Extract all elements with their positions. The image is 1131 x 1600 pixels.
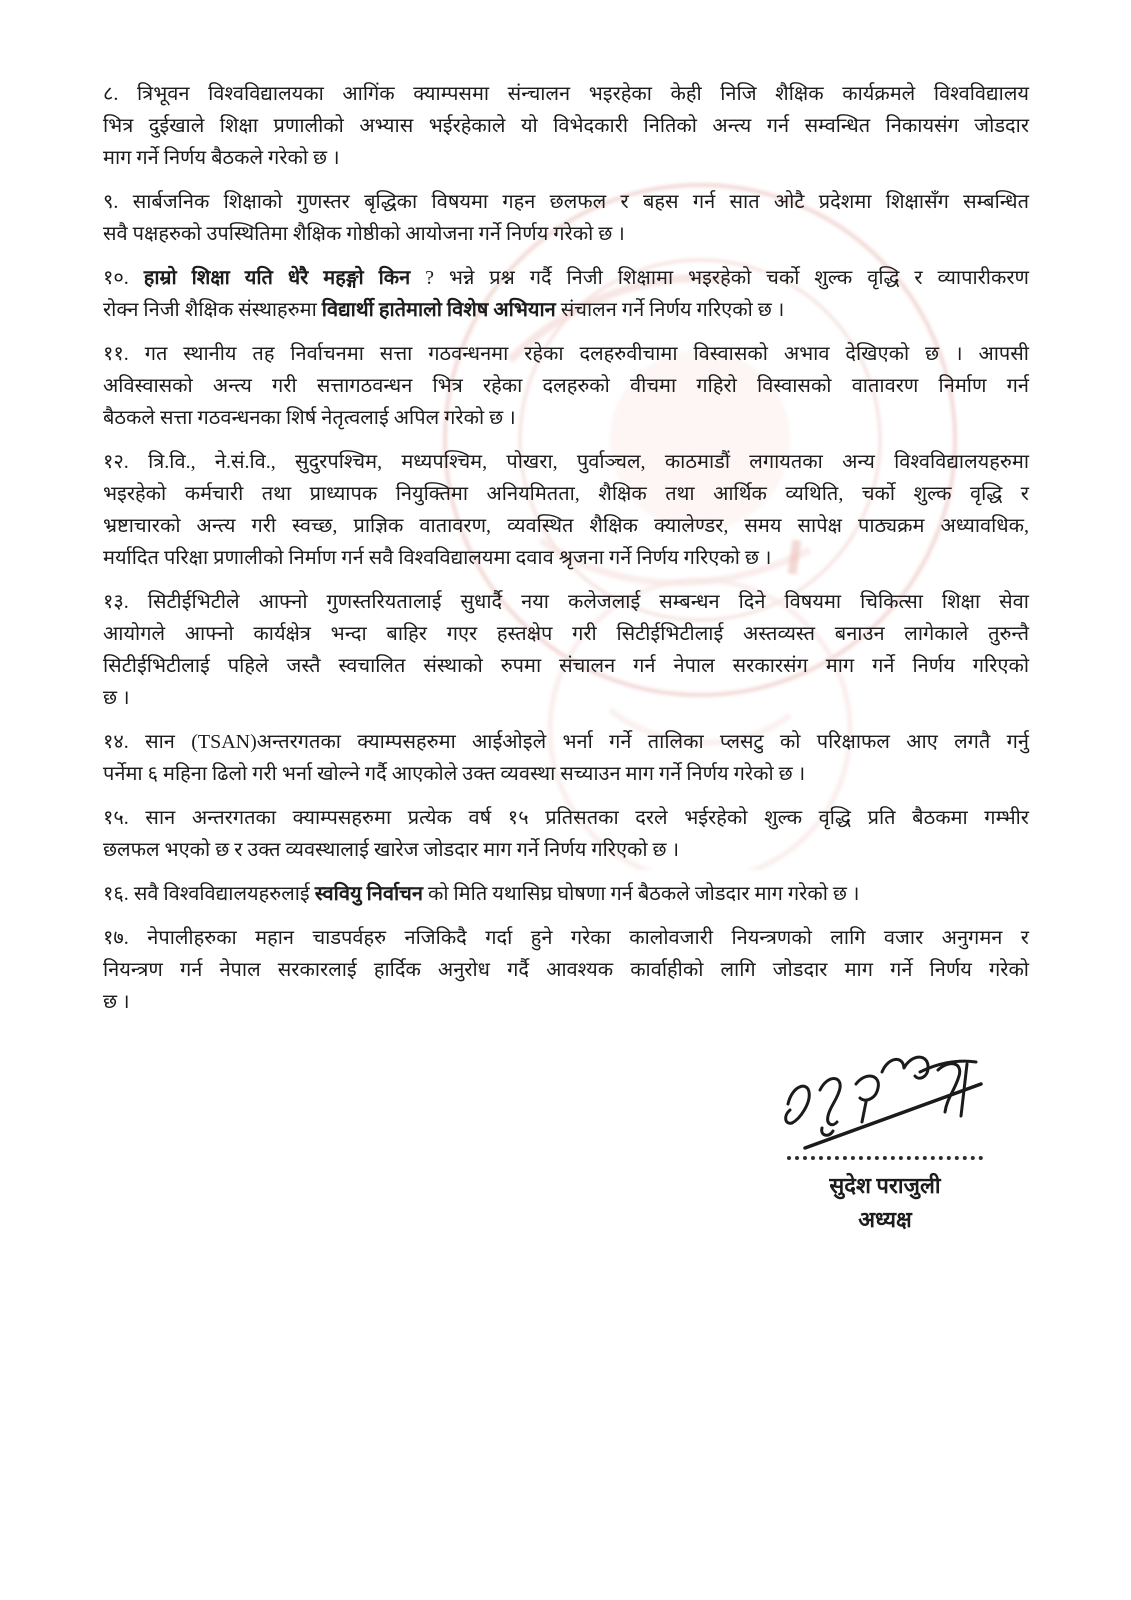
- body-text: सार्बजनिक शिक्षाको गुणस्तर बृद्धिका विषयमा गहन छलफल र बहस गर्न सात ओटै प्रदेशमा शिक्षासँग सम्बन्धित: [132, 191, 1030, 213]
- body-text: पर्नेमा ६ महिना ढिलो गरी भर्ना खोल्ने गर्दै आएकोले उक्त व्यवस्था सच्याउन माग गर्ने निर्णय गरेको छ ।: [103, 763, 806, 785]
- paragraph: [103, 878, 1029, 910]
- paragraph-number: ११.: [103, 343, 145, 365]
- paragraph-line: [103, 338, 1029, 370]
- paragraph-line: [103, 478, 1029, 510]
- body-text: सिटीईभिटीलाई पहिले जस्तै स्वचालित संस्थाको रुपमा संचालन गर्न नेपाल सरकारसंग माग गर्ने निर्णय गरिएको: [103, 655, 1029, 677]
- paragraph-line: [103, 758, 1029, 790]
- body-text: सवै विश्वविद्यालयहरुलाई: [133, 883, 315, 905]
- paragraph: [103, 586, 1029, 714]
- paragraph: [103, 726, 1029, 790]
- body-text: ? भन्ने प्रश्न गर्दै निजी शिक्षामा भइरहेको चर्को शुल्क वृद्धि र व्यापारीकरण: [410, 267, 1029, 289]
- body-text: आयोगले आफ्नो कार्यक्षेत्र भन्दा बाहिर गएर हस्तक्षेप गरी सिटीईभिटीलाई अस्तव्यस्त बनाउन लागेकाले तुरुन्तै: [103, 623, 1029, 645]
- body-text: रोक्न निजी शैक्षिक संस्थाहरुमा: [103, 299, 322, 321]
- paragraph-line: [103, 650, 1029, 682]
- body-text: भित्र दुईखाले शिक्षा प्रणालीको अभ्यास भईरहेकाले यो विभेदकारी नितिको अन्त्य गर्न सम्वन्धित निकायसंग जोडदार: [103, 115, 1029, 137]
- paragraph-line: [103, 682, 1029, 714]
- paragraph-line: [103, 542, 1029, 574]
- bold-text: स्ववियु निर्वाचन: [314, 883, 423, 905]
- signature-block: [765, 1042, 1005, 1234]
- paragraph-number: ९.: [103, 191, 133, 213]
- document-body: [103, 78, 1029, 1018]
- paragraph: [103, 922, 1029, 1018]
- body-text: गत स्थानीय तह निर्वाचनमा सत्ता गठवन्धनमा रहेका दलहरुवीचामा विस्वासको अभाव देखिएको छ । आपसी: [144, 343, 1029, 365]
- body-text: छ ।: [103, 991, 130, 1013]
- body-text: छलफल भएको छ र उक्त व्यवस्थालाई खारेज जोडदार माग गर्ने निर्णय गरिएको छ ।: [103, 839, 680, 861]
- paragraph-line: [103, 986, 1029, 1018]
- signature-image: [770, 1042, 1000, 1154]
- paragraph-line: [103, 262, 1029, 294]
- paragraph-line: [103, 78, 1029, 110]
- paragraph-line: [103, 370, 1029, 402]
- paragraph-line: [103, 186, 1029, 218]
- paragraph-line: [103, 110, 1029, 142]
- paragraph: [103, 186, 1029, 250]
- paragraph-line: [103, 726, 1029, 758]
- body-text: सान (TSAN)अन्तरगतका क्याम्पसहरुमा आईओइले भर्ना गर्ने तालिका प्लसटु को परिक्षाफल आए लगतै गर्नु: [145, 731, 1029, 753]
- paragraph: [103, 262, 1029, 326]
- body-text: सान अन्तरगतका क्याम्पसहरुमा प्रत्येक वर्ष १५ प्रतिसतका दरले भईरहेको शुल्क वृद्धि प्रति बैठकमा गम्भीर: [145, 807, 1029, 829]
- body-text: नेपालीहरुका महान चाडपर्वहरु नजिकिदै गर्दा हुने गरेका कालोवजारी नियन्त्रणको लागि वजार अनुगमन र: [147, 927, 1029, 949]
- body-text: भ्रष्टाचारको अन्त्य गरी स्वच्छ, प्राज्ञिक वातावरण, व्यवस्थित शैक्षिक क्यालेण्डर, समय सापेक्ष पाठ्यक्रम अध्यावधिक,: [103, 515, 1029, 537]
- body-text: छ ।: [103, 687, 130, 709]
- body-text: सिटीईभिटीले आफ्नो गुणस्तरियतालाई सुधार्दै नया कलेजलाई सम्बन्धन दिने विषयमा चिकित्सा शिक्षा सेवा: [147, 591, 1029, 613]
- paragraph-line: [103, 954, 1029, 986]
- paragraph-number: १४.: [103, 731, 146, 753]
- paragraph-line: [103, 618, 1029, 650]
- paragraph: [103, 802, 1029, 866]
- paragraph-line: [103, 510, 1029, 542]
- body-text: नियन्त्रण गर्न नेपाल सरकारलाई हार्दिक अनुरोध गर्दै आवश्यक कार्वाहीको लागि जोडदार माग गर्ने निर्णय गरेको: [103, 959, 1029, 981]
- bold-text: विद्यार्थी हातेमालो विशेष अभियान: [321, 299, 556, 321]
- bold-text: हाम्रो शिक्षा यति धेरै महङ्गो किन: [143, 267, 411, 289]
- signatory-title: अध्यक्ष: [858, 1207, 912, 1232]
- body-text: बैठकले सत्ता गठवन्धनका शिर्ष नेतृत्वलाई अपिल गरेको छ ।: [103, 407, 516, 429]
- body-text: संचालन गर्ने निर्णय गरिएको छ ।: [555, 299, 785, 321]
- body-text: भइरहेको कर्मचारी तथा प्राध्यापक नियुक्तिमा अनियमितता, शैक्षिक तथा आर्थिक व्यथिति, चर्को शुल्क वृद्धि र: [103, 483, 1029, 505]
- body-text: मर्यादित परिक्षा प्रणालीको निर्माण गर्न सवै विश्वविद्यालयमा दवाव श्रृजना गर्ने निर्णय गरिएको छ ।: [103, 547, 772, 569]
- paragraph-line: [103, 446, 1029, 478]
- paragraph-line: [103, 586, 1029, 618]
- signatory-name: सुदेश पराजुली: [829, 1173, 941, 1198]
- signature-dotted-line: [787, 1156, 983, 1160]
- paragraph-number: १२.: [103, 451, 149, 473]
- body-text: त्रिभूवन विश्वविद्यालयका आगिंक क्याम्पसमा संन्चालन भइरहेका केही निजि शैक्षिक कार्यक्रमले विश्वविद्यालय: [137, 83, 1029, 105]
- paragraph-number: १३.: [103, 591, 148, 613]
- body-text: सवै पक्षहरुको उपस्थितिमा शैक्षिक गोष्ठीको आयोजना गर्ने निर्णय गरेको छ ।: [103, 223, 625, 245]
- paragraph-line: [103, 834, 1029, 866]
- paragraph-number: १०.: [103, 267, 144, 289]
- body-text: अविस्वासको अन्त्य गरी सत्तागठवन्धन भित्र रहेका दलहरुको वीचमा गहिरो विस्वासको वातावरण निर्माण गर्न: [103, 375, 1029, 397]
- paragraph-number: १७.: [103, 927, 148, 949]
- paragraph-line: [103, 402, 1029, 434]
- paragraph-line: [103, 218, 1029, 250]
- paragraph: [103, 446, 1029, 574]
- body-text: माग गर्ने निर्णय बैठकले गरेको छ ।: [103, 147, 340, 169]
- paragraph-line: [103, 922, 1029, 954]
- body-text: को मिति यथासिघ्र घोषणा गर्न बैठकले जोडदार माग गरेको छ ।: [422, 883, 860, 905]
- paragraph-number: १५.: [103, 807, 146, 829]
- paragraph-line: [103, 878, 1029, 910]
- body-text: त्रि.वि., ने.सं.वि., सुदुरपश्चिम, मध्यपश्चिम, पोखरा, पुर्वाञ्चल, काठमाडौं लगायतका अन्य विश्वविद्यालयहरुमा: [148, 451, 1029, 473]
- paragraph-number: ८.: [103, 83, 137, 105]
- paragraph-line: [103, 294, 1029, 326]
- paragraph-line: [103, 142, 1029, 174]
- paragraph: [103, 78, 1029, 174]
- paragraph: [103, 338, 1029, 434]
- paragraph-line: [103, 802, 1029, 834]
- paragraph-number: १६.: [103, 883, 134, 905]
